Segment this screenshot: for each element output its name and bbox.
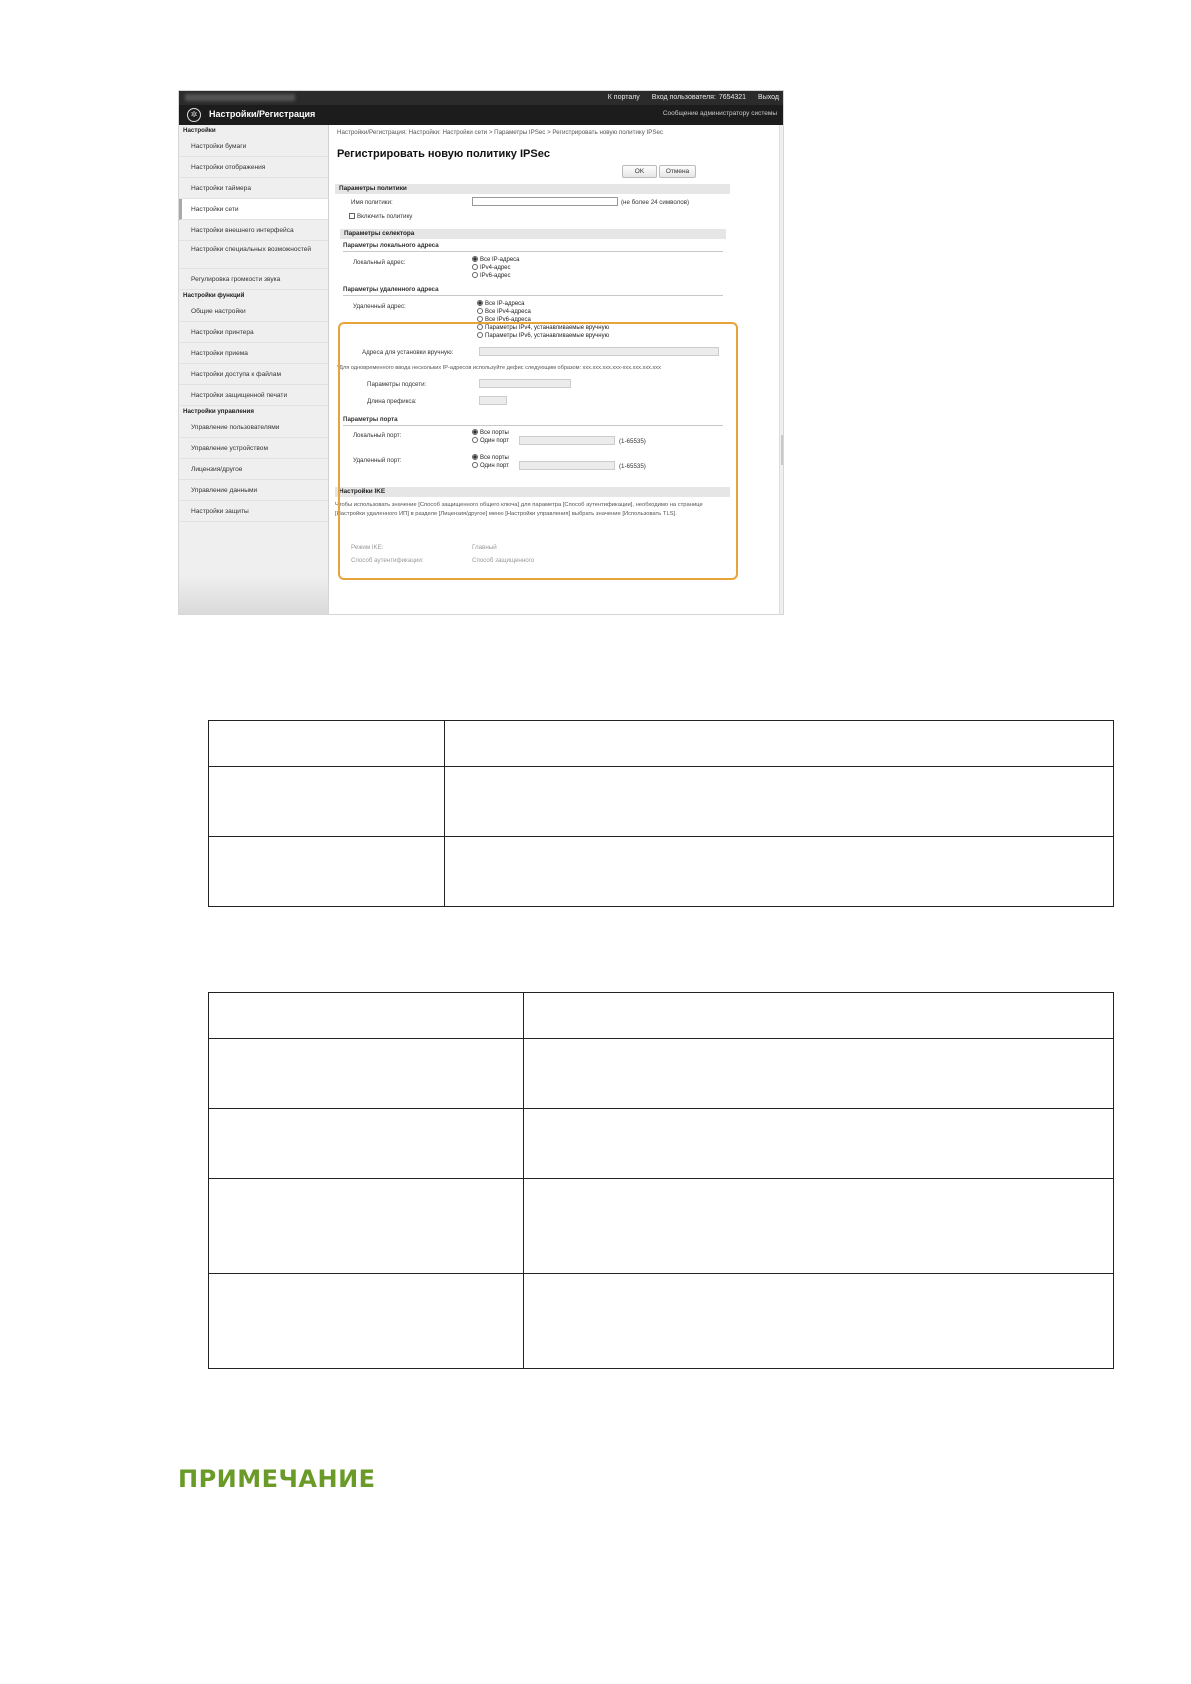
radio-dot[interactable] xyxy=(472,429,478,435)
radio-dot[interactable] xyxy=(472,272,478,278)
radio-dot[interactable] xyxy=(477,308,483,314)
local-address-table xyxy=(208,720,1114,907)
subnet-input[interactable] xyxy=(479,379,571,388)
table-cell xyxy=(445,721,1114,767)
table-cell xyxy=(524,1039,1114,1109)
app-header xyxy=(179,105,784,125)
note-heading: ПРИМЕЧАНИЕ xyxy=(178,1465,376,1493)
radio-label: Все IPv6-адреса xyxy=(485,317,531,323)
remote-single-port-radio[interactable] xyxy=(472,462,509,469)
remote-manual-ipv6-radio[interactable] xyxy=(477,332,609,339)
manual-address-input[interactable] xyxy=(479,347,719,356)
port-header: Параметры порта xyxy=(343,416,398,423)
radio-label: Все IP-адреса xyxy=(480,257,520,263)
radio-label: Все IPv4-адреса xyxy=(485,309,531,315)
remote-address-header: Параметры удаленного адреса xyxy=(343,286,439,293)
ok-button[interactable]: OK xyxy=(622,165,657,178)
scrollbar-thumb[interactable] xyxy=(781,435,784,465)
table-cell xyxy=(524,993,1114,1039)
radio-dot[interactable] xyxy=(477,324,483,330)
table-row xyxy=(209,1039,1114,1109)
table-cell xyxy=(524,1109,1114,1179)
local-port-label: Локальный порт: xyxy=(353,432,402,439)
prefix-length-label: Длина префикса: xyxy=(367,398,417,405)
local-ipv4-radio[interactable] xyxy=(472,264,511,271)
sidebar-item-network[interactable]: Настройки сети xyxy=(179,199,328,220)
remote-port-input[interactable] xyxy=(519,461,615,470)
local-port-range: (1-65535) xyxy=(619,438,646,445)
policy-name-hint: (не более 24 символов) xyxy=(621,199,690,206)
sidebar-item-accessibility[interactable]: Настройки специальных возможностей xyxy=(179,241,328,269)
radio-dot[interactable] xyxy=(472,454,478,460)
settings-gear-icon: ✲ xyxy=(187,108,201,122)
sidebar-group-functions: Настройки функций xyxy=(183,292,245,299)
table-cell xyxy=(209,767,445,837)
sidebar-group-settings: Настройки xyxy=(183,127,216,134)
sidebar-item-common[interactable]: Общие настройки xyxy=(179,301,328,322)
sidebar-item-external-interface[interactable]: Настройки внешнего интерфейса xyxy=(179,220,328,241)
sidebar-item-receive[interactable]: Настройки приема xyxy=(179,343,328,364)
login-label: Вход пользователя: xyxy=(651,94,716,101)
remote-all-ipv4-radio[interactable] xyxy=(477,308,531,315)
main-panel xyxy=(329,125,784,615)
table-row xyxy=(209,767,1114,837)
table-row xyxy=(209,721,1114,767)
local-all-ports-radio[interactable] xyxy=(472,429,509,436)
radio-label: Параметры IPv6, устанавливаемые вручную xyxy=(485,333,610,339)
table-row xyxy=(209,1109,1114,1179)
radio-dot[interactable] xyxy=(472,256,478,262)
ike-section-header: Настройки IKE xyxy=(335,487,730,497)
radio-dot[interactable] xyxy=(477,300,483,306)
sidebar-item-file-access[interactable]: Настройки доступа к файлам xyxy=(179,364,328,385)
ike-mode-value: Главный xyxy=(472,544,497,551)
local-single-port-radio[interactable] xyxy=(472,437,509,444)
sidebar-group-management: Настройки управления xyxy=(183,408,254,415)
radio-label: Один порт xyxy=(480,438,509,444)
local-address-header: Параметры локального адреса xyxy=(343,242,439,249)
table-cell xyxy=(209,1109,524,1179)
radio-label: Все порты xyxy=(480,455,509,461)
ike-auth-value: Способ защищенного xyxy=(472,557,535,564)
radio-label: Все IP-адреса xyxy=(485,301,525,307)
ike-description: Чтобы использовать значение [Способ защищенного общего ключа] для параметра [Способ аутентификации], необходимо на странице [Настройки удаленного ИП] в разделе [Лицензия/другое] меню [Настройки управления] выбрать значение [Использовать TLS]. xyxy=(335,502,703,517)
sidebar xyxy=(179,125,329,615)
local-port-input[interactable] xyxy=(519,436,615,445)
ui-screenshot xyxy=(178,90,784,615)
table-row xyxy=(209,837,1114,907)
radio-dot[interactable] xyxy=(477,316,483,322)
sidebar-item-paper[interactable]: Настройки бумаги xyxy=(179,136,328,157)
radio-dot[interactable] xyxy=(472,264,478,270)
manual-address-label: Адреса для установки вручную: xyxy=(362,349,454,356)
remote-all-ipv6-radio[interactable] xyxy=(477,316,531,323)
subnet-label: Параметры подсети: xyxy=(367,381,427,388)
manual-address-note: *Для одновременного ввода нескольких IP-адресов используйте дефис следующим образом: xxx.xxx.xxx.xxx-xxx.xxx.xxx.xxx xyxy=(337,365,661,371)
remote-port-range: (1-65535) xyxy=(619,463,646,470)
sidebar-item-printer[interactable]: Настройки принтера xyxy=(179,322,328,343)
remote-address-label: Удаленный адрес: xyxy=(353,303,406,310)
sidebar-item-license[interactable]: Лицензия/другое xyxy=(179,459,328,480)
ike-mode-label: Режим IKE: xyxy=(351,544,384,551)
table-row xyxy=(209,1179,1114,1274)
radio-label: IPv6-адрес xyxy=(480,273,511,279)
table-cell xyxy=(209,837,445,907)
table-cell xyxy=(445,837,1114,907)
user-id: 7654321 xyxy=(718,94,747,101)
policy-name-input[interactable] xyxy=(472,197,618,206)
policy-section-header: Параметры политики xyxy=(335,184,730,194)
ike-auth-label: Способ аутентификации: xyxy=(351,557,424,564)
selector-section-header: Параметры селектора xyxy=(340,229,726,239)
page-title: Регистрировать новую политику IPSec xyxy=(337,148,550,160)
table-cell xyxy=(209,1274,524,1369)
enable-policy-checkbox[interactable] xyxy=(349,213,412,220)
radio-dot[interactable] xyxy=(472,462,478,468)
local-address-label: Локальный адрес: xyxy=(353,259,406,266)
app-title: Настройки/Регистрация xyxy=(209,109,316,119)
local-all-ip-radio[interactable] xyxy=(472,256,520,263)
sidebar-item-security[interactable]: Настройки защиты xyxy=(179,501,328,522)
remote-port-label: Удаленный порт: xyxy=(353,457,402,464)
portal-link[interactable]: К порталу xyxy=(607,94,640,101)
radio-label: Все порты xyxy=(480,430,509,436)
remote-address-table xyxy=(208,992,1114,1369)
divider xyxy=(343,251,723,252)
table-cell xyxy=(209,1039,524,1109)
sidebar-item-display[interactable]: Настройки отображения xyxy=(179,157,328,178)
sidebar-fade xyxy=(179,576,329,615)
table-cell xyxy=(209,721,445,767)
sidebar-item-timer[interactable]: Настройки таймера xyxy=(179,178,328,199)
radio-dot[interactable] xyxy=(477,332,483,338)
local-ipv6-radio[interactable] xyxy=(472,272,511,279)
radio-dot[interactable] xyxy=(472,437,478,443)
policy-name-label: Имя политики: xyxy=(351,199,393,206)
sidebar-item-data[interactable]: Управление данными xyxy=(179,480,328,501)
table-cell xyxy=(524,1179,1114,1274)
radio-label: IPv4-адрес xyxy=(480,265,511,271)
table-cell xyxy=(209,993,524,1039)
sidebar-item-volume[interactable]: Регулировка громкости звука xyxy=(179,269,328,290)
sidebar-item-device[interactable]: Управление устройством xyxy=(179,438,328,459)
sidebar-item-users[interactable]: Управление пользователями xyxy=(179,417,328,438)
top-bar xyxy=(179,91,784,105)
content-fade xyxy=(329,582,784,615)
radio-label: Один порт xyxy=(480,463,509,469)
logout-link[interactable]: Выход xyxy=(758,94,779,101)
table-cell xyxy=(445,767,1114,837)
divider xyxy=(343,425,723,426)
prefix-length-input[interactable] xyxy=(479,396,507,405)
radio-label: Параметры IPv4, устанавливаемые вручную xyxy=(485,325,610,331)
remote-manual-ipv4-radio[interactable] xyxy=(477,324,609,331)
remote-all-ip-radio[interactable] xyxy=(477,300,525,307)
remote-all-ports-radio[interactable] xyxy=(472,454,509,461)
blurred-device-name xyxy=(185,94,295,101)
table-cell xyxy=(524,1274,1114,1369)
table-row xyxy=(209,1274,1114,1369)
divider xyxy=(343,295,723,296)
table-cell xyxy=(209,1179,524,1274)
system-message-link[interactable]: Сообщение администратору системы xyxy=(662,110,777,117)
scrollbar[interactable] xyxy=(779,125,784,615)
sidebar-item-secure-print[interactable]: Настройки защищенной печати xyxy=(179,385,328,406)
breadcrumb: Настройки/Регистрация: Настройки: Настройки сети > Параметры IPSec > Регистрировать новую политику IPSec xyxy=(337,129,664,136)
cancel-button[interactable]: Отмена xyxy=(659,165,696,178)
table-row xyxy=(209,993,1114,1039)
checkbox-box[interactable] xyxy=(349,213,355,219)
enable-policy-label: Включить политику xyxy=(357,213,413,220)
